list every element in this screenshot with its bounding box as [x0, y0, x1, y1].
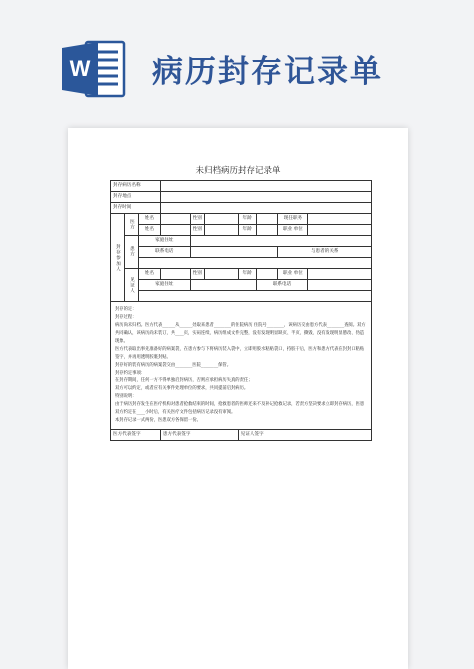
row-place: [111, 192, 372, 203]
label-participants: 封存参加人: [111, 214, 125, 302]
label-contact-phone: 联系电话: [256, 280, 308, 291]
record-form: [110, 180, 372, 441]
row-doctor-2: [111, 225, 372, 236]
field-doctor2-name[interactable]: [160, 225, 190, 236]
label-gender: 性别: [190, 269, 204, 280]
note-line: 病历尚未归档。医方代表______从______处取来患者________的住院病历 住院号________，该病历交由患方代表________查阅。双方共同确认，该病历尚未装订，共____页，实码连续，病历组成文件完整，没有发现明显缺页、半页、撕毁、没有发现明显篡改、伪造现象。: [115, 322, 366, 344]
word-document-icon: [60, 38, 126, 100]
label-current-position: 现任职务: [278, 214, 308, 225]
row-witness-3: [111, 291, 372, 302]
label-relation: 与患者的关系: [278, 247, 372, 258]
note-line: 封存过程：: [115, 314, 137, 320]
field-doctor2-gender[interactable]: [204, 225, 238, 236]
label-home-address: 家庭住址: [138, 236, 190, 247]
row-time: [111, 203, 372, 214]
label-position-unit: 职业 单位: [278, 269, 308, 280]
field-doctor-name[interactable]: [160, 214, 190, 225]
label-sign-doctor: 医方代表签字: [111, 430, 161, 441]
label-age: 年龄: [238, 269, 256, 280]
field-doctor-age[interactable]: [256, 214, 278, 225]
label-place: 封存地点: [111, 192, 161, 203]
field-doctor-gender[interactable]: [204, 214, 238, 225]
row-doctor: [111, 214, 372, 225]
field-witness-phone[interactable]: [308, 280, 372, 291]
row-witness-address: [111, 280, 372, 291]
note-line: 双方可以约定，或者应有关事件处理单位的要求，共同提前启封病历。: [115, 386, 249, 392]
field-patient-extra[interactable]: [138, 258, 371, 269]
field-record-name[interactable]: [160, 181, 371, 192]
label-gender: 性别: [190, 214, 204, 225]
row-notes: [111, 302, 372, 430]
row-patient-3: [111, 258, 372, 269]
label-patient-side: 患方: [124, 236, 138, 269]
banner-title: 病历封存记录单: [152, 54, 383, 90]
field-witness-gender[interactable]: [204, 269, 238, 280]
field-doctor2-age[interactable]: [256, 225, 278, 236]
field-witness-extra[interactable]: [138, 291, 371, 302]
field-doctor2-unit[interactable]: [308, 225, 372, 236]
banner: [0, 0, 474, 110]
svg-text:W: W: [69, 56, 91, 81]
label-gender: 性别: [190, 225, 204, 236]
label-time: 封存时间: [111, 203, 161, 214]
note-line: 封存的定：: [115, 307, 137, 312]
label-name: 姓名: [138, 225, 160, 236]
label-doctor-side: 医方: [124, 214, 138, 236]
note-line: 封存好的装有病历的病案袋交由________医院________保管。: [115, 362, 232, 368]
document-page: [68, 128, 408, 669]
note-line: 由于病历封存发生在医疗机构对患者抢救结束的时间，抢救患者的医师还来不及补记抢救记录，若责方坚决要求立即封存病历，医患双方约定在____小时后，有关医疗文件包括病历记录没有审阅。: [115, 402, 365, 416]
label-contact-phone: 联系电话: [138, 247, 190, 258]
row-witness: [111, 269, 372, 280]
field-doctor-position[interactable]: [308, 214, 372, 225]
label-name: 姓名: [138, 269, 160, 280]
field-witness-name[interactable]: [160, 269, 190, 280]
label-age: 年龄: [238, 225, 256, 236]
note-line: 特别说明：: [115, 394, 137, 400]
label-age: 年龄: [238, 214, 256, 225]
label-sign-witness: 见证人签字: [238, 430, 371, 441]
note-line: 在封存期间，任何一方不得单独启封病历，否则应承担病历失真的责任；: [115, 378, 253, 384]
label-sign-patient: 患方代表签字: [160, 430, 238, 441]
field-patient-address[interactable]: [190, 236, 371, 247]
row-record-name: [111, 181, 372, 192]
field-witness-unit[interactable]: [308, 269, 372, 280]
note-line: 医方代表取出事先准备好的病案袋，在患方参与下将病历装入袋中，立即用胶水粘贴袋口，持胶干后，医方和患方代表在封封口粘贴签字，并再用透明胶裹封贴。: [115, 346, 365, 360]
document-title: 未归档病历封存记录单: [195, 166, 281, 176]
note-line: 封存约定事项：: [115, 370, 146, 376]
field-witness-age[interactable]: [256, 269, 278, 280]
label-witness: 见证人: [124, 269, 138, 302]
field-patient-phone[interactable]: [190, 247, 278, 258]
row-patient-phone: [111, 247, 372, 258]
label-home-address: 家庭住址: [138, 280, 190, 291]
label-name: 姓名: [138, 214, 160, 225]
notes-section: [111, 302, 372, 430]
row-signatures: [111, 430, 372, 441]
label-record-name: 封存病历名称: [111, 181, 161, 192]
field-witness-address[interactable]: [190, 280, 256, 291]
row-patient-address: [111, 236, 372, 247]
field-place[interactable]: [160, 192, 371, 203]
field-time[interactable]: [160, 203, 371, 214]
note-line: 本封存记录一式两份，医患双方各保留一份。: [115, 418, 201, 424]
label-position-unit: 职业 单位: [278, 225, 308, 236]
